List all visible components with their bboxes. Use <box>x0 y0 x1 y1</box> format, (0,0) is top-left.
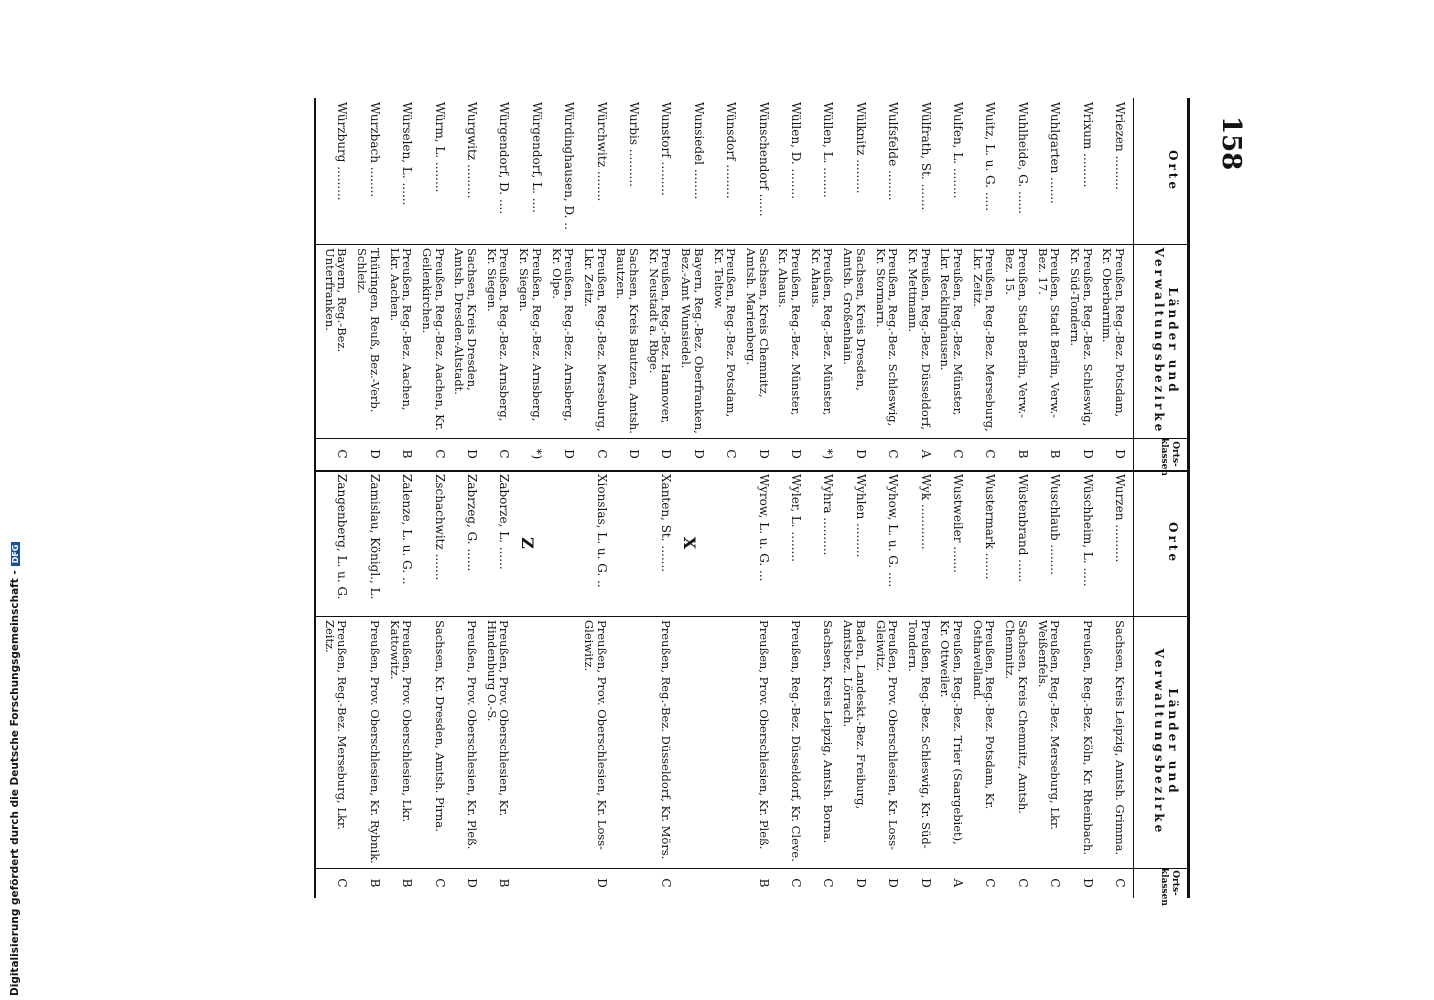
verwaltungsbezirk: Preußen, Reg.-Bez. Merseburg, Lkr. Zeitz. <box>970 248 998 436</box>
header-orte-left: Orte <box>1166 150 1180 192</box>
ort-name: Xionslas, L. u. G. .. <box>594 474 609 588</box>
ortsklasse: D <box>1113 449 1127 459</box>
ortsklasse: B <box>367 878 382 888</box>
ortsklasse: D <box>853 449 868 459</box>
dfg-logo: DFG <box>11 542 20 567</box>
ortsklasse: D <box>367 449 382 459</box>
ortsklasse: C <box>1015 878 1030 888</box>
ortsklasse: D <box>886 878 901 888</box>
verwaltungsbezirk: Preußen, Reg.-Bez. Aachen, Lkr. Aachen. <box>387 248 415 415</box>
bottom-rule <box>314 98 316 898</box>
ort-name: Wyhlen ......... <box>853 474 868 558</box>
ortsklasse: C <box>594 449 609 459</box>
ortsklasse: D <box>594 878 609 888</box>
ortsklasse: B <box>400 449 415 459</box>
ortsklasse: C <box>497 449 512 459</box>
verwaltungsbezirk: Preußen, Prov. Oberschlesien, Kr. Loss-Gleiwitz. <box>873 620 901 851</box>
book-page <box>290 98 1246 906</box>
verwaltungsbezirk: Preußen, Reg.-Bez. Schleswig, Kr. Stormarn. <box>873 248 901 430</box>
ort-name: Wünsdorf ......... <box>724 102 739 199</box>
ortsklasse: C <box>951 449 965 459</box>
verwaltungsbezirk: Preußen, Reg.-Bez. Arnsberg, Kr. Siegen. <box>517 248 544 426</box>
verwaltungsbezirk: Preußen, Reg.-Bez. Düsseldorf, Kr. Mörs. <box>659 620 674 860</box>
verwaltungsbezirk: Preußen, Reg.-Bez. Aachen, Kr. Geilenkirchen. <box>420 248 447 435</box>
verwaltungsbezirk: Preußen, Reg.-Bez. Potsdam, Kr. Osthavelland. <box>970 620 998 813</box>
ortsklasse: C <box>335 449 350 459</box>
ort-name: Wünschendorf ...... <box>756 102 771 217</box>
ortsklasse: C <box>724 449 739 459</box>
ortsklasse: D <box>659 449 674 459</box>
ort-name: Wulfsfelde ........ <box>886 102 901 201</box>
ortsklasse: C <box>886 449 901 459</box>
ort-name: Würgendorf, L. .... <box>529 102 544 213</box>
ort-name: Wülfrath, St. ....... <box>918 102 933 211</box>
ortsklasse: B <box>1015 449 1030 459</box>
ort-name: Wülknitz ......... <box>853 102 868 194</box>
ortsklasse: D <box>465 878 479 888</box>
header-laender-left: Länder und Verwaltungsbezirke <box>1152 247 1180 435</box>
ortsklasse: C <box>432 449 447 459</box>
verwaltungsbezirk: Sachsen, Kreis Dresden, Amtsh. Dresden-Altstadt. <box>452 248 479 395</box>
verwaltungsbezirk: Preußen, Stadt Berlin, Verw.-Bez. 17. <box>1035 248 1063 419</box>
verwaltungsbezirk: Preußen, Reg.-Bez. Münster, Kr. Ahaus. <box>776 248 803 420</box>
verwaltungsbezirk: Sachsen, Kreis Chemnitz, Amtsh. Marienberg. <box>744 248 771 402</box>
verwaltungsbezirk: Preußen, Reg.-Bez. Merseburg, Lkr. Zeitz. <box>582 248 609 436</box>
ort-name: Würselen, L. ...... <box>400 102 415 206</box>
verwaltungsbezirk: Preußen, Reg.-Bez. Merseburg, Lkr. Weißenfels. <box>1035 620 1063 834</box>
ortsklasse: C <box>1113 878 1127 888</box>
verwaltungsbezirk: Preußen, Prov. Oberschlesien, Kr. Loss-Gleiwitz. <box>582 620 609 851</box>
ort-name: Wyhra .......... <box>821 474 836 556</box>
ortsklasse: C <box>659 878 674 888</box>
verwaltungsbezirk: Bayern, Reg.-Bez. Unterfranken. <box>322 248 350 356</box>
ortsklasse: A <box>918 449 933 459</box>
credit-text: Digitalisierung gefördert durch die Deutsche Forschungsgemeinschaft - <box>9 570 21 996</box>
ort-name: Wüschheim, L. ..... <box>1080 474 1095 587</box>
verwaltungsbezirk: Preußen, Reg.-Bez. Düsseldorf, Kr. Cleve. <box>789 620 803 862</box>
ortsklasse: A <box>951 878 965 888</box>
ortsklasse: D <box>789 449 803 459</box>
verwaltungsbezirk: Preußen, Reg.-Bez. Trier (Saargebiet), Kr. Ottweiler. <box>938 620 965 849</box>
ort-name: Wüllen, L. ........ <box>821 102 836 198</box>
header-rule <box>1133 98 1134 898</box>
verwaltungsbezirk: Sachsen, Kreis Chemnitz, Amtsh. Chemnitz. <box>1003 620 1030 818</box>
ort-name: Zabrzeg, G. ...... <box>465 474 479 572</box>
ortsklasse: D <box>627 449 641 459</box>
ortsklasse: D <box>562 449 577 459</box>
ortsklasse: D <box>465 449 479 459</box>
ort-name: Wustermark ....... <box>983 474 998 580</box>
ortsklasse: D <box>1080 878 1095 888</box>
ort-name: Wüstenbrand ...... <box>1015 474 1030 583</box>
ortsklasse: C <box>821 878 836 888</box>
verwaltungsbezirk: Preußen, Reg.-Bez. Merseburg, Lkr. Zeitz. <box>322 620 350 834</box>
ort-name: Wurbis .......... <box>627 102 641 187</box>
table-divider <box>316 470 1190 472</box>
verwaltungsbezirk: Baden, Landeskt.-Bez. Freiburg, Amtsbez. Lörrach. <box>841 620 868 813</box>
ort-name: Wrixum ......... <box>1080 102 1095 188</box>
ort-name: Würgendorf, D. .... <box>497 102 512 215</box>
ortsklasse: C <box>335 878 350 888</box>
ort-name: Wurzen .......... <box>1113 474 1127 563</box>
verwaltungsbezirk: Preußen, Reg.-Bez. Potsdam, Kr. Teltow. <box>711 248 739 421</box>
verwaltungsbezirk: Preußen, Prov. Oberschlesien, Kr. Pleß. <box>756 620 771 850</box>
header-orte-right: Orte <box>1166 522 1180 564</box>
ort-name: Würzburg ......... <box>335 102 350 201</box>
verwaltungsbezirk: Preußen, Prov. Oberschlesien, Lkr. Kattowitz. <box>387 620 415 826</box>
ort-name: Wuhlheide, G. ...... <box>1015 102 1030 214</box>
verwaltungsbezirk: Preußen, Reg.-Bez. Köln, Kr. Rheinbach. <box>1080 620 1095 856</box>
ort-name: Wustweiler ....... <box>951 474 965 573</box>
header-klassen-left: Orts- klassen <box>1159 438 1180 476</box>
ortsklasse: C <box>983 878 998 888</box>
ort-name: Zangenberg, L. u. G. <box>335 474 350 600</box>
verwaltungsbezirk: Thüringen, Reuß, Bez.-Verb. Schleiz. <box>355 248 382 417</box>
verwaltungsbezirk: Preußen, Prov. Oberschlesien, Kr. Hindenburg O.-S. <box>484 620 512 820</box>
verwaltungsbezirk: Preußen, Reg.-Bez. Arnsberg, Kr. Olpe. <box>549 248 577 426</box>
ortsklasse: B <box>400 878 415 888</box>
verwaltungsbezirk: Preußen, Reg.-Bez. Schleswig, Kr. Süd-Tondern. <box>1068 248 1095 430</box>
verwaltungsbezirk: Preußen, Reg.-Bez. Potsdam, Kr. Oberbarnim. <box>1100 248 1127 421</box>
verwaltungsbezirk: Sachsen, Kr. Dresden, Amtsh. Pirna. <box>432 620 447 832</box>
ort-name: Wulfen, L. ........ <box>951 102 965 199</box>
verwaltungsbezirk: Sachsen, Kreis Dresden, Amtsh. Großenhain. <box>841 248 868 395</box>
credit-strip <box>9 542 21 996</box>
verwaltungsbezirk: Preußen, Reg.-Bez. Hannover, Kr. Neustadt a. Rbge. <box>646 248 674 428</box>
ortsklasse: C <box>1048 878 1063 888</box>
ortsklasse: B <box>497 878 512 888</box>
ort-name: Zschachwitz ....... <box>432 474 447 581</box>
verwaltungsbezirk: Preußen, Reg.-Bez. Arnsberg, Kr. Siegen. <box>484 248 512 426</box>
ortsklasse: *) <box>529 448 544 460</box>
ort-name: Zaborze, L. ...... <box>497 474 512 570</box>
verwaltungsbezirk: Bayern, Reg.-Bez. Oberfranken, Bez.-Amt Wunsiedel. <box>679 248 706 438</box>
header-laender-right: Länder und Verwaltungsbezirke <box>1152 648 1180 836</box>
verwaltungsbezirk: Preußen, Reg.-Bez. Düsseldorf, Kr. Mettmann. <box>906 248 933 434</box>
header-klassen-right: Orts- klassen <box>1159 868 1180 906</box>
ortsklasse: C <box>983 449 998 459</box>
verwaltungsbezirk: Sachsen, Kreis Bautzen, Amtsh. Bautzen. <box>614 248 641 438</box>
ort-name: Zamislau, Königl., L. <box>367 474 382 600</box>
ort-name: Wuitz, L. u. G. ..... <box>983 102 998 212</box>
ort-name: Wuhlgarten ....... <box>1048 102 1063 204</box>
verwaltungsbezirk: Sachsen, Kreis Leipzig, Amtsh. Grimma. <box>1113 620 1127 856</box>
top-rule <box>1187 98 1190 898</box>
ort-name: Wüllen, D. ........ <box>789 102 803 200</box>
ort-name: Würm, L. ........ <box>432 102 447 193</box>
verwaltungsbezirk: Preußen, Reg.-Bez. Münster, Kr. Ahaus. <box>808 248 836 420</box>
ort-name: Wyk ............ <box>918 474 933 550</box>
ortsklasse: D <box>853 878 868 888</box>
ort-name: Würdinghausen, D. .. <box>562 102 577 230</box>
ort-name: Wunstorf ......... <box>659 102 674 196</box>
ortsklasse: D <box>756 449 771 459</box>
ort-name: Xanten, St. ....... <box>659 474 674 573</box>
section-letter: Z <box>517 537 537 549</box>
ort-name: Wurzbach ........ <box>367 102 382 198</box>
ort-name: Wuschlaub ........ <box>1048 474 1063 575</box>
verwaltungsbezirk: Preußen, Reg.-Bez. Münster, Lkr. Recklinghausen. <box>938 248 965 420</box>
ort-name: Wyhow, L. u. G. .... <box>886 474 901 588</box>
ortsklasse: *) <box>821 448 836 460</box>
page-number: 158 <box>1216 116 1246 171</box>
ort-name: Wurgwitz ......... <box>465 102 479 199</box>
verwaltungsbezirk: Sachsen, Kreis Leipzig, Amtsh. Borna. <box>821 620 836 844</box>
ortsklasse: C <box>789 878 803 888</box>
verwaltungsbezirk: Preußen, Prov. Oberschlesien, Kr. Rybnik. <box>367 620 382 864</box>
ortsklasse: B <box>1048 449 1063 459</box>
section-letter: X <box>679 536 699 550</box>
ortsklasse: C <box>432 878 447 888</box>
verwaltungsbezirk: Preußen, Prov. Oberschlesien, Kr. Pleß. <box>465 620 479 850</box>
ort-name: Zalenze, L. u. G. .. <box>400 474 415 585</box>
ortsklasse: B <box>756 878 771 888</box>
ort-name: Würchwitz ........ <box>594 102 609 202</box>
verwaltungsbezirk: Preußen, Stadt Berlin, Verw.-Bez. 15. <box>1003 248 1030 419</box>
verwaltungsbezirk: Preußen, Reg.-Bez. Schleswig, Kr. Süd-Tondern. <box>906 620 933 849</box>
ortsklasse: D <box>691 449 706 459</box>
ortsklasse: D <box>1080 449 1095 459</box>
ortsklasse: D <box>918 878 933 888</box>
ort-name: Wyler, L. ........ <box>789 474 803 562</box>
ort-name: Wyrow, L. u. G. ... <box>756 474 771 582</box>
ort-name: Wriezen ......... <box>1113 102 1127 190</box>
ort-name: Wunsiedel ........ <box>691 102 706 200</box>
